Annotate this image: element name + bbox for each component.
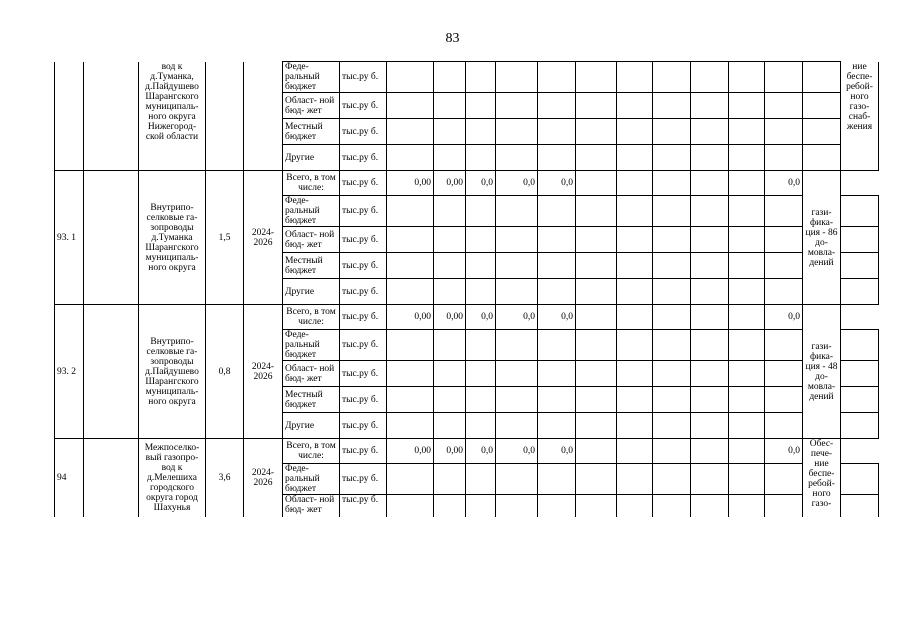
funding-total: Всего, в том числе: [283, 171, 340, 196]
value-cell: 0,0 [466, 439, 496, 464]
value-cell: 0,0 [538, 305, 576, 330]
result-text: Обес- пече- ние беспе- ребой- ного газо- [803, 439, 841, 517]
units-cell: тыс.ру б. [340, 464, 387, 495]
funding-local: Местный бюджет [283, 253, 340, 279]
funding-local: Местный бюджет [283, 119, 340, 145]
units-cell: тыс.ру б. [340, 171, 387, 196]
funding-other: Другие [283, 413, 340, 439]
length-km: 1,5 [206, 171, 244, 305]
units-cell: тыс.ру б. [340, 330, 387, 361]
value-cell: 0,0 [538, 171, 576, 196]
value-cell: 0,0 [496, 439, 538, 464]
page-number: 83 [445, 31, 460, 46]
years: 2024- 2026 [244, 305, 283, 439]
object-name: Межпоселко- вый газопро- вод к д.Мелешиха городского округа город Шахунья [139, 439, 206, 517]
result-text: гази- фика- ция - 48 до- мовла- дений [803, 305, 841, 439]
table-row [55, 439, 905, 464]
units-cell: тыс.ру б. [340, 119, 387, 145]
units-cell: тыс.ру б. [340, 227, 387, 253]
value-cell: 0,00 [387, 171, 434, 196]
empty-cell [84, 62, 139, 171]
units-cell: тыс.ру б. [340, 495, 387, 517]
value-cell: 0,00 [434, 305, 466, 330]
value-cell: 0,0 [538, 439, 576, 464]
funding-federal: Феде- ральный бюджет [283, 196, 340, 227]
funding-total: Всего, в том числе: [283, 305, 340, 330]
units-cell: тыс.ру б. [340, 93, 387, 119]
value-cell: 0,0 [765, 171, 803, 196]
units-cell: тыс.ру б. [340, 439, 387, 464]
value-cell: 0,0 [466, 305, 496, 330]
length-cell [206, 62, 244, 171]
units-cell: тыс.ру б. [340, 387, 387, 413]
funding-regional: Област- ной бюд- жет [283, 361, 340, 387]
row-number-cell [55, 62, 84, 171]
units-cell: тыс.ру б. [340, 361, 387, 387]
table-row [55, 171, 905, 196]
units-cell: тыс.ру б. [340, 305, 387, 330]
value-cell: 0,00 [387, 305, 434, 330]
units-cell: тыс.ру б. [340, 196, 387, 227]
length-km: 0,8 [206, 305, 244, 439]
value-cell: 0,00 [434, 439, 466, 464]
funding-regional: Област- ной бюд- жет [283, 495, 340, 517]
value-cell: 0,0 [496, 305, 538, 330]
value-cell: 0,00 [387, 439, 434, 464]
units-cell: тыс.ру б. [340, 62, 387, 93]
funding-regional: Област- ной бюд- жет [283, 93, 340, 119]
object-name: вод к д.Туманка, д.Пайдушево Шарангского муниципаль- ного округа Нижегород- ской области [139, 62, 206, 171]
funding-other: Другие [283, 279, 340, 305]
years-cell [244, 62, 283, 171]
years: 2024- 2026 [244, 171, 283, 305]
units-cell: тыс.ру б. [340, 413, 387, 439]
object-name: Внутрипо- селковые га- зопроводы д.Пайдушево Шарангского муниципаль- ного округа [139, 305, 206, 439]
length-km: 3,6 [206, 439, 244, 517]
funding-federal: Феде- ральный бюджет [283, 330, 340, 361]
result-text: ние беспе- ребой- ного газо- снаб- жения [841, 62, 879, 171]
funding-federal: Феде- ральный бюджет [283, 62, 340, 93]
funding-federal: Феде- ральный бюджет [283, 464, 340, 495]
funding-local: Местный бюджет [283, 387, 340, 413]
units-cell: тыс.ру б. [340, 145, 387, 171]
years: 2024- 2026 [244, 439, 283, 517]
units-cell: тыс.ру б. [340, 253, 387, 279]
funding-total: Всего, в том числе: [283, 439, 340, 464]
row-number: 93. 2 [55, 305, 84, 439]
row-number: 94 [55, 439, 84, 517]
row-number: 93. 1 [55, 171, 84, 305]
value-cell: 0,0 [765, 439, 803, 464]
value-cell: 0,0 [466, 171, 496, 196]
funding-regional: Област- ной бюд- жет [283, 227, 340, 253]
table-row [55, 62, 905, 93]
object-name: Внутрипо- селковые га- зопроводы д.Туманка Шарангского муниципаль- ного округа [139, 171, 206, 305]
value-cell: 0,00 [434, 171, 466, 196]
value-cell: 0,0 [765, 305, 803, 330]
program-table [54, 61, 905, 517]
table-row [55, 305, 905, 330]
funding-other: Другие [283, 145, 340, 171]
units-cell: тыс.ру б. [340, 279, 387, 305]
result-text: гази- фика- ция - 86 до- мовла- дений [803, 171, 841, 305]
value-cell: 0,0 [496, 171, 538, 196]
